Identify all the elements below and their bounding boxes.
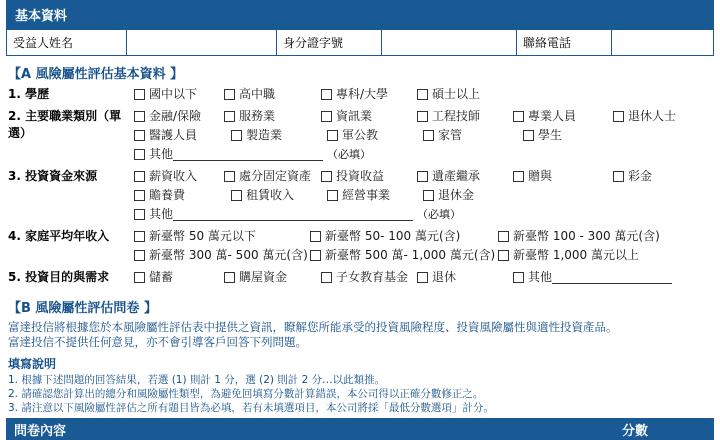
option-purpose-1[interactable] bbox=[134, 269, 224, 286]
label-id-number: 身分證字號 bbox=[277, 30, 382, 56]
question-3-number: 3. bbox=[8, 169, 21, 183]
question-income bbox=[6, 228, 714, 266]
option-income-2[interactable] bbox=[310, 228, 498, 245]
checkbox-icon[interactable] bbox=[498, 231, 509, 242]
checkbox-icon[interactable] bbox=[134, 209, 145, 220]
section-header-title: 基本資料 bbox=[15, 9, 68, 24]
checkbox-icon[interactable] bbox=[134, 231, 145, 242]
section-b-notes bbox=[8, 320, 714, 350]
option-label: 碩士以上 bbox=[432, 87, 481, 101]
question-4-label: 家庭平均年收入 bbox=[25, 229, 110, 243]
option-label: 租賃收入 bbox=[246, 188, 295, 202]
option-label: 儲蓄 bbox=[149, 270, 174, 284]
checkbox-icon[interactable] bbox=[321, 111, 332, 122]
option-label: 服務業 bbox=[239, 109, 276, 123]
section-a-title: 【A 風險屬性評估基本資料 】 bbox=[8, 67, 184, 82]
checkbox-icon[interactable] bbox=[134, 149, 145, 160]
occupation-other-input[interactable] bbox=[173, 149, 323, 161]
question-invest-purpose bbox=[6, 269, 714, 288]
question-5-number: 5. bbox=[8, 270, 21, 284]
checkbox-icon[interactable] bbox=[613, 171, 624, 182]
option-label: 新臺幣 500 萬- 1,000 萬元(含) bbox=[325, 248, 496, 262]
option-label: 彩金 bbox=[628, 169, 653, 183]
option-label: 其他 bbox=[149, 207, 174, 221]
beneficiary-info-table bbox=[6, 29, 714, 56]
question-occupation bbox=[6, 108, 714, 165]
questionnaire-table-header bbox=[6, 418, 714, 440]
checkbox-icon[interactable] bbox=[423, 190, 434, 201]
checkbox-icon[interactable] bbox=[134, 272, 145, 283]
option-label: 家管 bbox=[438, 128, 463, 142]
checkbox-icon[interactable] bbox=[321, 89, 332, 100]
input-id-number[interactable] bbox=[382, 30, 517, 56]
option-label: 退休人士 bbox=[628, 109, 677, 123]
option-income-6[interactable] bbox=[498, 247, 639, 264]
checkbox-icon[interactable] bbox=[327, 190, 338, 201]
fund-other-input[interactable] bbox=[173, 209, 413, 221]
option-label: 購屋資金 bbox=[239, 270, 288, 284]
option-label: 新臺幣 50- 100 萬元(含) bbox=[325, 229, 461, 243]
option-occupation-5[interactable] bbox=[513, 108, 613, 125]
option-label: 其他 bbox=[528, 270, 553, 284]
table-row bbox=[7, 30, 714, 56]
option-fund-10[interactable] bbox=[423, 187, 523, 204]
question-4-number: 4. bbox=[8, 229, 21, 243]
option-label: 投資收益 bbox=[336, 169, 385, 183]
checkbox-icon[interactable] bbox=[498, 250, 509, 261]
checkbox-icon[interactable] bbox=[417, 89, 428, 100]
checkbox-icon[interactable] bbox=[134, 190, 145, 201]
option-purpose-2[interactable] bbox=[224, 269, 321, 286]
checkbox-icon[interactable] bbox=[321, 272, 332, 283]
list-item: 2. 請確認您計算出的總分和風險屬性類型，為避免回填寫分數計算錯誤，本公司得以正確分數修正之。 bbox=[8, 388, 484, 400]
option-education-2[interactable] bbox=[224, 86, 321, 103]
checkbox-icon[interactable] bbox=[134, 171, 145, 182]
option-label: 子女教育基金 bbox=[336, 270, 409, 284]
option-label: 薪資收入 bbox=[149, 169, 198, 183]
checkbox-icon[interactable] bbox=[134, 250, 145, 261]
option-fund-8[interactable] bbox=[231, 187, 327, 204]
label-phone: 聯絡電話 bbox=[517, 30, 612, 56]
option-fund-2[interactable] bbox=[224, 168, 321, 185]
checkbox-icon[interactable] bbox=[613, 111, 624, 122]
occupation-other-required-note: （必填） bbox=[327, 148, 372, 161]
section-b-title: 【B 風險屬性評估問卷 】 bbox=[8, 301, 157, 316]
checkbox-icon[interactable] bbox=[327, 130, 338, 141]
option-label: 金融/保險 bbox=[149, 109, 202, 123]
option-fund-7[interactable] bbox=[134, 187, 231, 204]
checkbox-icon[interactable] bbox=[513, 171, 524, 182]
option-fund-1[interactable] bbox=[134, 168, 224, 185]
option-occupation-3[interactable] bbox=[321, 108, 417, 125]
checkbox-icon[interactable] bbox=[231, 190, 242, 201]
label-beneficiary-name: 受益人姓名 bbox=[7, 30, 127, 56]
checkbox-icon[interactable] bbox=[231, 130, 242, 141]
checkbox-icon[interactable] bbox=[224, 89, 235, 100]
option-purpose-4[interactable] bbox=[417, 269, 513, 286]
option-occupation-1[interactable] bbox=[134, 108, 224, 125]
option-income-1[interactable] bbox=[134, 228, 310, 245]
question-education bbox=[6, 86, 714, 105]
option-fund-4[interactable] bbox=[417, 168, 513, 185]
fund-other-required-note: （必填） bbox=[417, 208, 462, 221]
option-label: 處分固定資產 bbox=[239, 169, 312, 183]
questionnaire-content-header: 問卷內容 bbox=[14, 423, 67, 439]
section-header-basic-info bbox=[6, 0, 714, 29]
option-fund-3[interactable] bbox=[321, 168, 417, 185]
question-3-label: 投資資金來源 bbox=[25, 169, 98, 183]
option-occupation-8[interactable] bbox=[231, 127, 327, 144]
option-label: 高中職 bbox=[239, 87, 276, 101]
option-label: 經營事業 bbox=[342, 188, 391, 202]
option-income-4[interactable] bbox=[134, 247, 310, 264]
list-item: 3. 請注意以下風險屬性評估之所有題目皆為必填，若有未填選項目，本公司將採「最低分數選項」計分。 bbox=[8, 402, 494, 414]
option-fund-other[interactable] bbox=[134, 206, 461, 223]
option-label: 專業人員 bbox=[528, 109, 577, 123]
checkbox-icon[interactable] bbox=[321, 171, 332, 182]
question-fund-source bbox=[6, 168, 714, 225]
purpose-other-input[interactable] bbox=[552, 272, 672, 284]
question-2-label: 主要職業類別（單選） bbox=[8, 109, 122, 140]
option-occupation-9[interactable] bbox=[327, 127, 423, 144]
checkbox-icon[interactable] bbox=[423, 130, 434, 141]
option-income-3[interactable] bbox=[498, 228, 660, 245]
option-label: 退休金 bbox=[438, 188, 475, 202]
checkbox-icon[interactable] bbox=[417, 171, 428, 182]
checkbox-icon[interactable] bbox=[224, 171, 235, 182]
option-occupation-6[interactable] bbox=[613, 108, 703, 125]
checkbox-icon[interactable] bbox=[134, 130, 145, 141]
question-1-number: 1. bbox=[8, 87, 21, 101]
option-label: 國中以下 bbox=[149, 87, 198, 101]
option-label: 軍公教 bbox=[342, 128, 379, 142]
fill-instructions-title: 填寫說明 bbox=[8, 357, 57, 371]
option-label: 學生 bbox=[538, 128, 563, 142]
checkbox-icon[interactable] bbox=[134, 89, 145, 100]
option-label: 資訊業 bbox=[336, 109, 373, 123]
option-label: 新臺幣 50 萬元以下 bbox=[149, 229, 256, 243]
option-purpose-3[interactable] bbox=[321, 269, 417, 286]
questionnaire-score-header: 分數 bbox=[622, 423, 649, 439]
checkbox-icon[interactable] bbox=[310, 231, 321, 242]
option-occupation-4[interactable] bbox=[417, 108, 513, 125]
section-b-note-2: 富達投信不提供任何意見，亦不會引導客戶回答下列問題。 bbox=[8, 335, 307, 349]
section-b-note-1: 富達投信將根據您於本風險屬性評估表中提供之資訊，瞭解您所能承受的投資風險程度、投資風險屬性與適性投資產品。 bbox=[8, 320, 618, 334]
question-1-label: 學歷 bbox=[25, 87, 50, 101]
checkbox-icon[interactable] bbox=[417, 111, 428, 122]
input-phone[interactable] bbox=[612, 30, 714, 56]
option-label: 新臺幣 100 - 300 萬元(含) bbox=[513, 229, 660, 243]
option-label: 其他 bbox=[149, 147, 174, 161]
option-label: 遺產繼承 bbox=[432, 169, 481, 183]
option-label: 工程技師 bbox=[432, 109, 481, 123]
checkbox-icon[interactable] bbox=[224, 111, 235, 122]
option-education-3[interactable] bbox=[321, 86, 417, 103]
option-label: 製造業 bbox=[246, 128, 283, 142]
option-occupation-other[interactable] bbox=[134, 146, 371, 163]
input-beneficiary-name[interactable] bbox=[127, 30, 277, 56]
checkbox-icon[interactable] bbox=[513, 111, 524, 122]
option-label: 新臺幣 1,000 萬元以上 bbox=[513, 248, 639, 262]
list-item: 1. 根據下述問題的回答結果，若選 (1) 則計 1 分，選 (2) 則計 2 分…以此類推。 bbox=[8, 374, 386, 386]
checkbox-icon[interactable] bbox=[417, 272, 428, 283]
question-2-number: 2. bbox=[8, 109, 21, 123]
option-education-4[interactable] bbox=[417, 86, 513, 103]
checkbox-icon[interactable] bbox=[310, 250, 321, 261]
option-income-5[interactable] bbox=[310, 247, 498, 264]
option-occupation-7[interactable] bbox=[134, 127, 231, 144]
option-label: 退休 bbox=[432, 270, 457, 284]
checkbox-icon[interactable] bbox=[224, 272, 235, 283]
option-occupation-2[interactable] bbox=[224, 108, 321, 125]
option-fund-9[interactable] bbox=[327, 187, 423, 204]
option-occupation-10[interactable] bbox=[423, 127, 523, 144]
option-purpose-other[interactable] bbox=[513, 269, 672, 286]
option-fund-5[interactable] bbox=[513, 168, 613, 185]
option-label: 新臺幣 300 萬- 500 萬元(含) bbox=[149, 248, 308, 262]
option-label: 專科/大學 bbox=[336, 87, 389, 101]
question-5-label: 投資目的與需求 bbox=[25, 270, 110, 284]
option-education-1[interactable] bbox=[134, 86, 224, 103]
checkbox-icon[interactable] bbox=[523, 130, 534, 141]
option-occupation-11[interactable] bbox=[523, 127, 613, 144]
fill-instructions-list bbox=[8, 373, 714, 415]
checkbox-icon[interactable] bbox=[134, 111, 145, 122]
option-label: 贈與 bbox=[528, 169, 553, 183]
option-label: 贍養費 bbox=[149, 188, 186, 202]
option-label: 醫護人員 bbox=[149, 128, 198, 142]
checkbox-icon[interactable] bbox=[513, 272, 524, 283]
option-fund-6[interactable] bbox=[613, 168, 703, 185]
